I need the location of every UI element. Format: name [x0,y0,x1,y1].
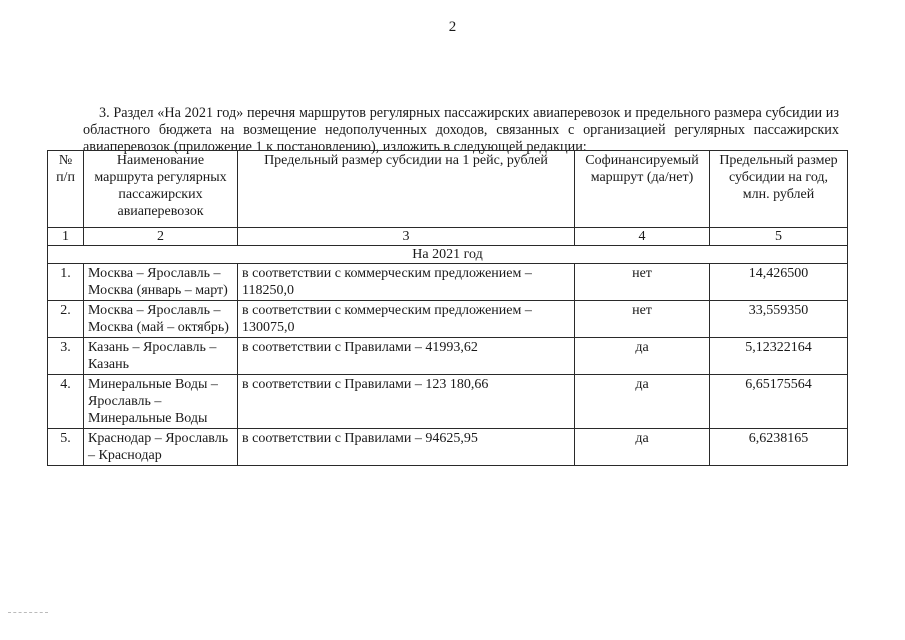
route-name: Москва – Ярославль – Москва (январь – март) [84,264,238,301]
annual-subsidy: 33,559350 [710,301,848,338]
subsidy-per-flight: в соответствии с коммерческим предложением – 118250,0 [238,264,575,301]
table-row [48,264,848,301]
table-row [48,375,848,429]
routes-table [47,150,848,466]
column-number: 4 [575,228,710,246]
intro-paragraph: 3. Раздел «На 2021 год» перечня маршрутов регулярных пассажирских авиаперевозок и предельного размера субсидии из областного бюджета на возмещение недополученных доходов, связанных с организацией регулярных пассажирских авиаперевозок (приложение 1 к постановлению), изложить в следующей редакции: [83,105,839,156]
subsidy-per-flight: в соответствии с Правилами – 94625,95 [238,429,575,466]
route-name: Москва – Ярославль – Москва (май – октябрь) [84,301,238,338]
column-number: 1 [48,228,84,246]
table-row [48,301,848,338]
row-number: 2. [48,301,84,338]
cofinanced-flag: нет [575,264,710,301]
row-number: 1. [48,264,84,301]
page-number: 2 [448,19,457,35]
cofinanced-flag: нет [575,301,710,338]
section-row [48,246,848,264]
cofinanced-flag: да [575,338,710,375]
row-number: 5. [48,429,84,466]
subsidy-per-flight: в соответствии с Правилами – 41993,62 [238,338,575,375]
table-header-row [48,151,848,228]
column-number-row [48,228,848,246]
route-name: Минеральные Воды – Ярославль – Минеральные Воды [84,375,238,429]
header-route: Наименование маршрута регулярных пассажирских авиаперевозок [84,151,238,228]
column-number: 5 [710,228,848,246]
row-number: 4. [48,375,84,429]
scan-artifact [8,612,48,614]
cofinanced-flag: да [575,375,710,429]
annual-subsidy: 6,6238165 [710,429,848,466]
header-cofinanced: Софинансируемый маршрут (да/нет) [575,151,710,228]
header-number: № п/п [48,151,84,228]
annual-subsidy: 6,65175564 [710,375,848,429]
route-name: Казань – Ярославль – Казань [84,338,238,375]
cofinanced-flag: да [575,429,710,466]
column-number: 2 [84,228,238,246]
route-name: Краснодар – Ярославль – Краснодар [84,429,238,466]
row-number: 3. [48,338,84,375]
annual-subsidy: 14,426500 [710,264,848,301]
annual-subsidy: 5,12322164 [710,338,848,375]
section-title: На 2021 год [48,246,848,264]
header-annual-subsidy: Предельный размер субсидии на год, млн. рублей [710,151,848,228]
subsidy-per-flight: в соответствии с коммерческим предложением – 130075,0 [238,301,575,338]
header-subsidy-per-flight: Предельный размер субсидии на 1 рейс, рублей [238,151,575,228]
table-row [48,338,848,375]
column-number: 3 [238,228,575,246]
table-row [48,429,848,466]
subsidy-per-flight: в соответствии с Правилами – 123 180,66 [238,375,575,429]
